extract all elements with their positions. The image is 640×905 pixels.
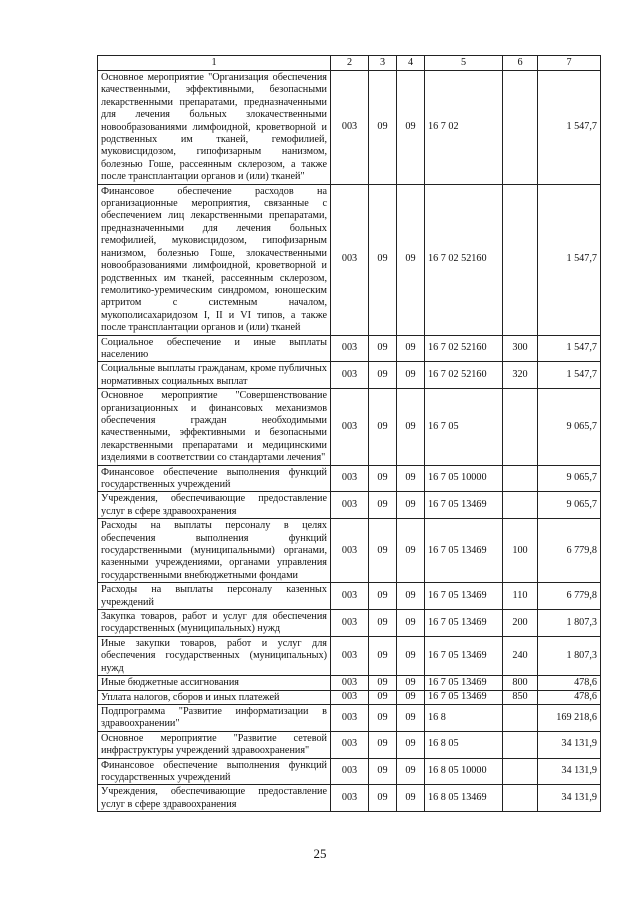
section-code-cell: 09: [369, 690, 397, 704]
row-name-cell: Основное мероприятие "Развитие сетевой инфраструктуры учреждений здравоохранения": [98, 731, 331, 758]
table-row: [98, 758, 601, 785]
section-code-cell: 09: [369, 731, 397, 758]
section-code-cell: 09: [369, 465, 397, 492]
subsection-code-cell: 09: [397, 389, 425, 465]
amount-cell: 1 807,3: [538, 636, 601, 675]
column-header: 3: [369, 56, 397, 71]
row-name-cell: Социальное обеспечение и иные выплаты населению: [98, 335, 331, 362]
amount-cell: 6 779,8: [538, 583, 601, 610]
amount-cell: 34 131,9: [538, 758, 601, 785]
row-name-cell: Основное мероприятие "Совершенствование организационных и финансовых механизмов обеспечения граждан необходимыми качественными, эффективными и безопасными лекарственными препаратами и медицинскими изделиями в соответствии со стандартами лечения": [98, 389, 331, 465]
target-article-cell: 16 7 02 52160: [425, 362, 503, 389]
row-name-cell: Учреждения, обеспечивающие предоставление услуг в сфере здравоохранения: [98, 785, 331, 812]
subsection-code-cell: 09: [397, 636, 425, 675]
row-name-cell: Учреждения, обеспечивающие предоставление услуг в сфере здравоохранения: [98, 492, 331, 519]
row-name-cell: Финансовое обеспечение выполнения функций государственных учреждений: [98, 758, 331, 785]
expense-type-cell: [503, 785, 538, 812]
expense-type-cell: 800: [503, 676, 538, 690]
amount-cell: 1 547,7: [538, 335, 601, 362]
ministry-code-cell: 003: [331, 71, 369, 185]
amount-cell: 34 131,9: [538, 731, 601, 758]
table-row: [98, 389, 601, 465]
target-article-cell: 16 7 05 13469: [425, 690, 503, 704]
amount-cell: 478,6: [538, 676, 601, 690]
expense-type-cell: [503, 465, 538, 492]
target-article-cell: 16 8 05 13469: [425, 785, 503, 812]
subsection-code-cell: 09: [397, 519, 425, 583]
target-article-cell: 16 8 05 10000: [425, 758, 503, 785]
column-header: 2: [331, 56, 369, 71]
amount-cell: 1 547,7: [538, 184, 601, 335]
amount-cell: 9 065,7: [538, 389, 601, 465]
subsection-code-cell: 09: [397, 71, 425, 185]
section-code-cell: 09: [369, 492, 397, 519]
ministry-code-cell: 003: [331, 362, 369, 389]
section-code-cell: 09: [369, 785, 397, 812]
table-header-row: [98, 56, 601, 71]
section-code-cell: 09: [369, 636, 397, 675]
ministry-code-cell: 003: [331, 676, 369, 690]
amount-cell: 6 779,8: [538, 519, 601, 583]
column-header: 4: [397, 56, 425, 71]
table-row: [98, 519, 601, 583]
section-code-cell: 09: [369, 335, 397, 362]
subsection-code-cell: 09: [397, 583, 425, 610]
table-row: [98, 690, 601, 704]
subsection-code-cell: 09: [397, 465, 425, 492]
subsection-code-cell: 09: [397, 362, 425, 389]
section-code-cell: 09: [369, 389, 397, 465]
row-name-cell: Финансовое обеспечение расходов на организационные мероприятия, связанные с обеспечением лиц лекарственными препаратами, предназначенными для лечения больных гемофилией, муковисцидозом, гипофизарным нанизмом, болезнью Гоше, злокачественными новообразованиями лимфоидной, кроветворной и родственных им тканей, рассеянным склерозом, гемолитико-уремическим синдромом, юношеским артритом с системным началом, мукополисахаридозом I, II и VI типов, а также после трансплантации органов и (или) тканей: [98, 184, 331, 335]
expense-type-cell: [503, 71, 538, 185]
target-article-cell: 16 7 05: [425, 389, 503, 465]
target-article-cell: 16 7 05 13469: [425, 610, 503, 637]
row-name-cell: Уплата налогов, сборов и иных платежей: [98, 690, 331, 704]
ministry-code-cell: 003: [331, 731, 369, 758]
section-code-cell: 09: [369, 362, 397, 389]
row-name-cell: Социальные выплаты гражданам, кроме публичных нормативных социальных выплат: [98, 362, 331, 389]
target-article-cell: 16 8 05: [425, 731, 503, 758]
table-row: [98, 362, 601, 389]
amount-cell: 478,6: [538, 690, 601, 704]
subsection-code-cell: 09: [397, 731, 425, 758]
subsection-code-cell: 09: [397, 184, 425, 335]
subsection-code-cell: 09: [397, 335, 425, 362]
section-code-cell: 09: [369, 758, 397, 785]
ministry-code-cell: 003: [331, 335, 369, 362]
table-row: [98, 785, 601, 812]
expense-type-cell: [503, 758, 538, 785]
expense-type-cell: 850: [503, 690, 538, 704]
expense-type-cell: [503, 731, 538, 758]
expense-type-cell: 300: [503, 335, 538, 362]
ministry-code-cell: 003: [331, 519, 369, 583]
ministry-code-cell: 003: [331, 184, 369, 335]
table-row: [98, 492, 601, 519]
section-code-cell: 09: [369, 583, 397, 610]
subsection-code-cell: 09: [397, 704, 425, 731]
expense-type-cell: [503, 184, 538, 335]
table-row: [98, 610, 601, 637]
table-row: [98, 71, 601, 185]
expense-type-cell: [503, 492, 538, 519]
expense-type-cell: [503, 389, 538, 465]
expense-type-cell: 240: [503, 636, 538, 675]
target-article-cell: 16 8: [425, 704, 503, 731]
amount-cell: 9 065,7: [538, 492, 601, 519]
amount-cell: 1 807,3: [538, 610, 601, 637]
expense-type-cell: 320: [503, 362, 538, 389]
subsection-code-cell: 09: [397, 492, 425, 519]
subsection-code-cell: 09: [397, 690, 425, 704]
ministry-code-cell: 003: [331, 704, 369, 731]
subsection-code-cell: 09: [397, 676, 425, 690]
expense-type-cell: [503, 704, 538, 731]
ministry-code-cell: 003: [331, 389, 369, 465]
target-article-cell: 16 7 05 10000: [425, 465, 503, 492]
amount-cell: 34 131,9: [538, 785, 601, 812]
row-name-cell: Иные бюджетные ассигнования: [98, 676, 331, 690]
target-article-cell: 16 7 05 13469: [425, 583, 503, 610]
target-article-cell: 16 7 02 52160: [425, 335, 503, 362]
target-article-cell: 16 7 02: [425, 71, 503, 185]
section-code-cell: 09: [369, 184, 397, 335]
target-article-cell: 16 7 05 13469: [425, 492, 503, 519]
ministry-code-cell: 003: [331, 583, 369, 610]
expense-type-cell: 100: [503, 519, 538, 583]
page-number: 25: [313, 846, 327, 861]
amount-cell: 1 547,7: [538, 71, 601, 185]
row-name-cell: Иные закупки товаров, работ и услуг для обеспечения государственных (муниципальных) нужд: [98, 636, 331, 675]
table-row: [98, 184, 601, 335]
subsection-code-cell: 09: [397, 610, 425, 637]
row-name-cell: Закупка товаров, работ и услуг для обеспечения государственных (муниципальных) нужд: [98, 610, 331, 637]
amount-cell: 169 218,6: [538, 704, 601, 731]
row-name-cell: Финансовое обеспечение выполнения функций государственных учреждений: [98, 465, 331, 492]
section-code-cell: 09: [369, 676, 397, 690]
amount-cell: 1 547,7: [538, 362, 601, 389]
section-code-cell: 09: [369, 519, 397, 583]
section-code-cell: 09: [369, 704, 397, 731]
expense-type-cell: 110: [503, 583, 538, 610]
budget-table: [97, 55, 601, 812]
ministry-code-cell: 003: [331, 758, 369, 785]
column-header: 7: [538, 56, 601, 71]
subsection-code-cell: 09: [397, 758, 425, 785]
column-header: 5: [425, 56, 503, 71]
target-article-cell: 16 7 05 13469: [425, 519, 503, 583]
row-name-cell: Основное мероприятие "Организация обеспечения качественными, эффективными, безопасными лекарственными препаратами, предназначенными для лечения больных злокачественными новообразованиями лимфоидной, кроветворной и родственных им тканей, гемофилией, муковисцидозом, гипофизарным нанизмом, болезнью Гоше, рассеянным склерозом, а также после трансплантации органов и (или) тканей": [98, 71, 331, 185]
expense-type-cell: 200: [503, 610, 538, 637]
table-row: [98, 731, 601, 758]
table-row: [98, 335, 601, 362]
table-row: [98, 704, 601, 731]
row-name-cell: Расходы на выплаты персоналу в целях обеспечения выполнения функций государственными (муниципальными) органами, казенными учреждениями, органами управления государственными внебюджетными фондами: [98, 519, 331, 583]
row-name-cell: Подпрограмма "Развитие информатизации в здравоохранении": [98, 704, 331, 731]
table-row: [98, 465, 601, 492]
ministry-code-cell: 003: [331, 636, 369, 675]
ministry-code-cell: 003: [331, 690, 369, 704]
row-name-cell: Расходы на выплаты персоналу казенных учреждений: [98, 583, 331, 610]
amount-cell: 9 065,7: [538, 465, 601, 492]
target-article-cell: 16 7 05 13469: [425, 676, 503, 690]
ministry-code-cell: 003: [331, 610, 369, 637]
column-header: 1: [98, 56, 331, 71]
ministry-code-cell: 003: [331, 785, 369, 812]
table-row: [98, 636, 601, 675]
ministry-code-cell: 003: [331, 465, 369, 492]
ministry-code-cell: 003: [331, 492, 369, 519]
table-row: [98, 676, 601, 690]
subsection-code-cell: 09: [397, 785, 425, 812]
section-code-cell: 09: [369, 610, 397, 637]
table-row: [98, 583, 601, 610]
table-body: [98, 56, 601, 812]
column-header: 6: [503, 56, 538, 71]
target-article-cell: 16 7 02 52160: [425, 184, 503, 335]
section-code-cell: 09: [369, 71, 397, 185]
target-article-cell: 16 7 05 13469: [425, 636, 503, 675]
